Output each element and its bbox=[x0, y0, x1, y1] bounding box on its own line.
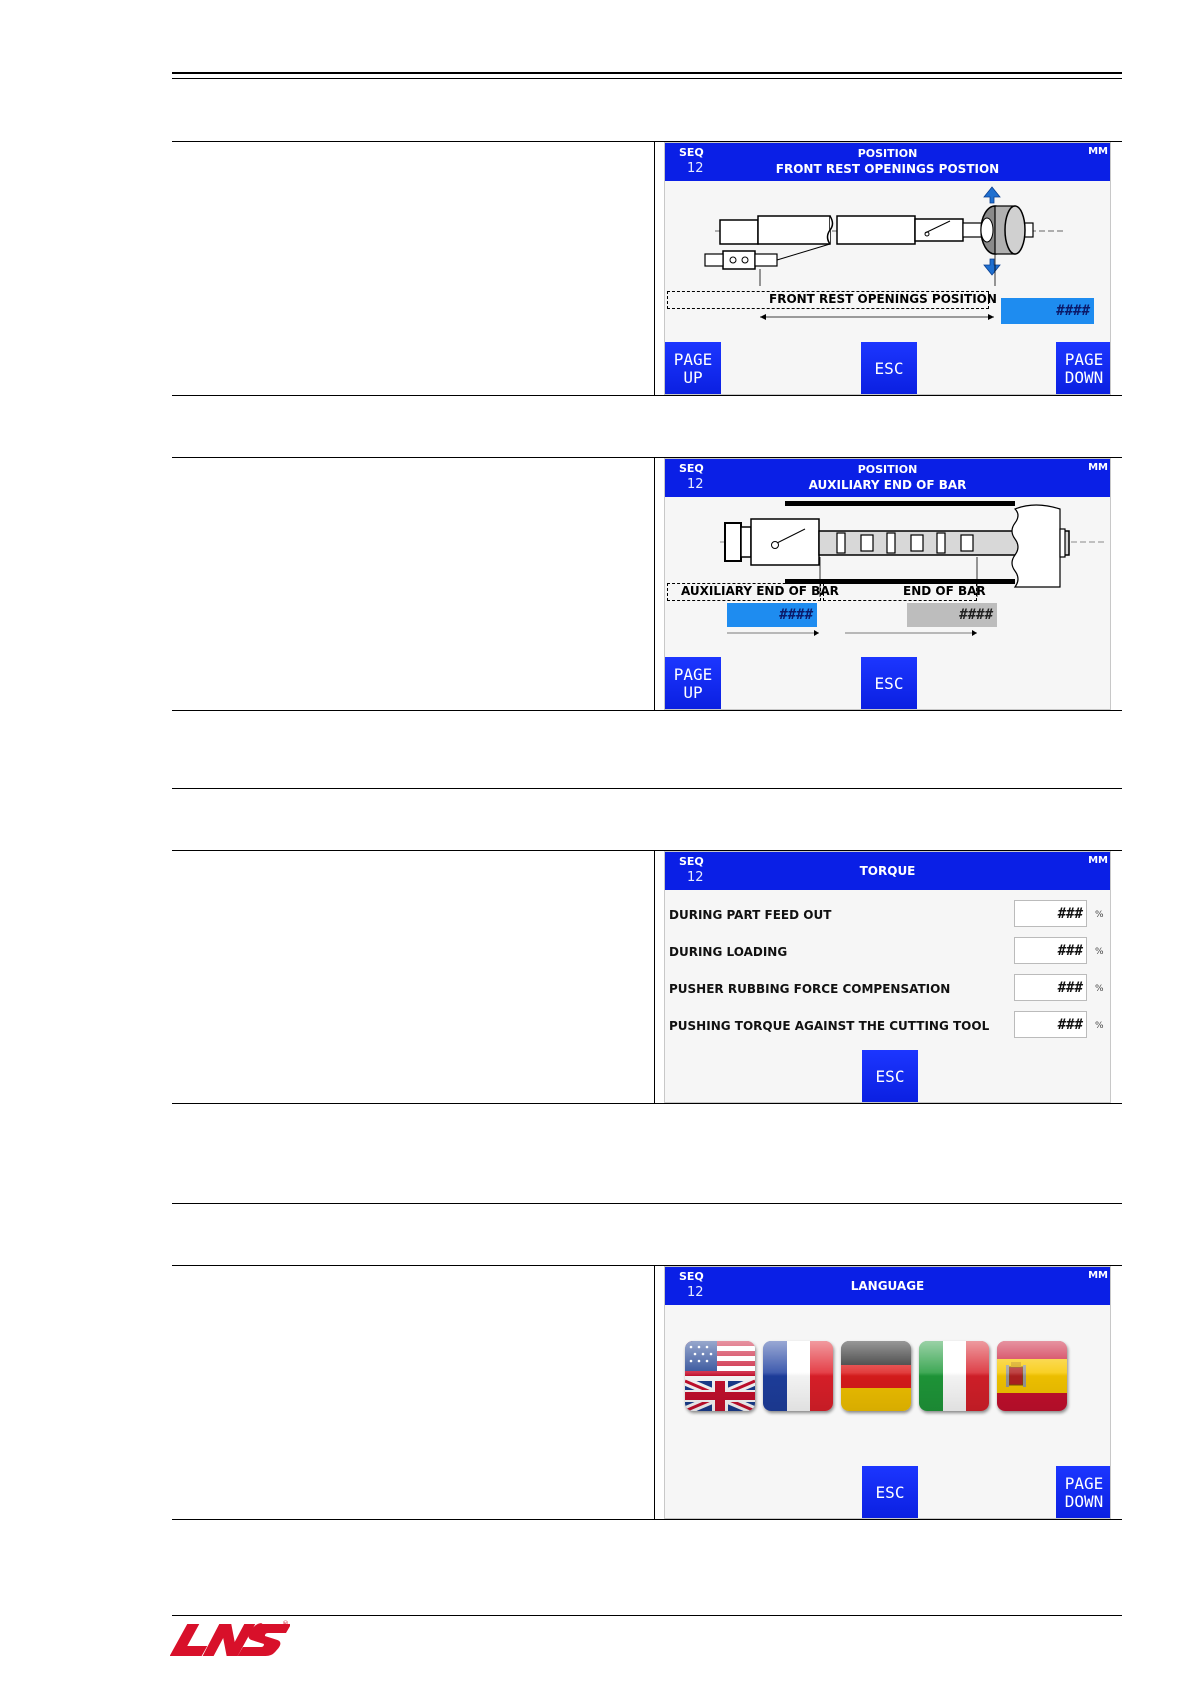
screen-header bbox=[665, 459, 1110, 497]
section-rule bbox=[172, 710, 1122, 711]
percent-unit: % bbox=[1095, 910, 1104, 920]
page-down-button[interactable]: PAGE DOWN bbox=[1056, 342, 1111, 395]
front-rest-value-field[interactable]: #### bbox=[1001, 298, 1094, 324]
torque-value-field[interactable]: ### bbox=[1014, 900, 1087, 927]
percent-unit: % bbox=[1095, 947, 1104, 957]
page-up-button[interactable]: PAGE UP bbox=[665, 342, 721, 395]
torque-value-field[interactable]: ### bbox=[1014, 974, 1087, 1001]
column-divider bbox=[654, 1265, 655, 1519]
torque-row-label: DURING LOADING bbox=[669, 945, 788, 959]
screen-title: POSITION bbox=[857, 147, 918, 160]
column-divider bbox=[654, 457, 655, 710]
esc-button[interactable]: ESC bbox=[862, 1466, 918, 1519]
page-down-button[interactable]: PAGE DOWN bbox=[1056, 1466, 1111, 1519]
seq-label: SEQ bbox=[679, 1270, 704, 1283]
seq-label: SEQ bbox=[679, 462, 704, 475]
screen-header bbox=[665, 852, 1110, 890]
esc-button[interactable]: ESC bbox=[862, 1050, 918, 1103]
footer-rule bbox=[172, 1615, 1122, 1616]
section-rule bbox=[172, 1519, 1122, 1520]
esc-button[interactable]: ESC bbox=[861, 342, 917, 395]
screen-header bbox=[665, 143, 1110, 181]
aux-end-of-bar-label: AUXILIARY END OF BAR bbox=[681, 584, 839, 598]
column-divider bbox=[654, 141, 655, 395]
italy-flag-icon[interactable] bbox=[919, 1341, 989, 1411]
front-rest-position-screen bbox=[664, 142, 1111, 395]
dimension-arrows bbox=[725, 629, 985, 637]
dimension-arrow bbox=[758, 313, 998, 321]
screen-header bbox=[665, 1267, 1110, 1305]
torque-value-field[interactable]: ### bbox=[1014, 937, 1087, 964]
section-rule bbox=[172, 788, 1122, 789]
auxiliary-end-of-bar-screen bbox=[664, 458, 1111, 710]
us-uk-flag-icon[interactable] bbox=[685, 1341, 755, 1411]
screen-title: POSITION bbox=[857, 463, 918, 476]
end-of-bar-label: END OF BAR bbox=[903, 584, 986, 598]
section-rule bbox=[172, 395, 1122, 396]
end-of-bar-field[interactable]: #### bbox=[907, 603, 997, 627]
percent-unit: % bbox=[1095, 1021, 1104, 1031]
spain-flag-icon[interactable] bbox=[997, 1341, 1067, 1411]
seq-value: 12 bbox=[687, 870, 704, 885]
front-rest-diagram bbox=[665, 181, 1111, 286]
germany-flag-icon[interactable] bbox=[841, 1341, 911, 1411]
torque-value-field[interactable]: ### bbox=[1014, 1011, 1087, 1038]
torque-row-label: PUSHING TORQUE AGAINST THE CUTTING TOOL bbox=[669, 1019, 990, 1033]
trademark-symbol: ® bbox=[282, 1620, 289, 1628]
torque-row-label: PUSHER RUBBING FORCE COMPENSATION bbox=[669, 982, 951, 996]
section-rule bbox=[172, 1103, 1122, 1104]
seq-value: 12 bbox=[687, 161, 704, 176]
column-divider bbox=[654, 850, 655, 1103]
screen-title: LANGUAGE bbox=[850, 1279, 925, 1293]
unit-label: MM bbox=[1088, 1270, 1108, 1281]
france-flag-icon[interactable] bbox=[763, 1341, 833, 1411]
header-rule bbox=[172, 72, 1122, 74]
language-screen bbox=[664, 1266, 1111, 1519]
seq-label: SEQ bbox=[679, 146, 704, 159]
esc-button[interactable]: ESC bbox=[861, 657, 917, 710]
unit-label: MM bbox=[1088, 146, 1108, 157]
screen-subtitle: AUXILIARY END OF BAR bbox=[808, 478, 967, 492]
screen-title: TORQUE bbox=[859, 864, 916, 878]
seq-value: 12 bbox=[687, 1285, 704, 1300]
lns-logo bbox=[170, 1622, 290, 1658]
section-rule bbox=[172, 1203, 1122, 1204]
torque-screen bbox=[664, 851, 1111, 1103]
bar-end-diagram bbox=[665, 497, 1111, 597]
unit-label: MM bbox=[1088, 462, 1108, 473]
dimension-label: FRONT REST OPENINGS POSITION bbox=[769, 292, 997, 306]
aux-end-of-bar-field[interactable]: #### bbox=[727, 603, 817, 627]
percent-unit: % bbox=[1095, 984, 1104, 994]
seq-value: 12 bbox=[687, 477, 704, 492]
torque-row-label: DURING PART FEED OUT bbox=[669, 908, 832, 922]
seq-label: SEQ bbox=[679, 855, 704, 868]
unit-label: MM bbox=[1088, 855, 1108, 866]
screen-subtitle: FRONT REST OPENINGS POSTION bbox=[775, 162, 1000, 176]
header-rule-thin bbox=[172, 78, 1122, 79]
page-up-button[interactable]: PAGE UP bbox=[665, 657, 721, 710]
